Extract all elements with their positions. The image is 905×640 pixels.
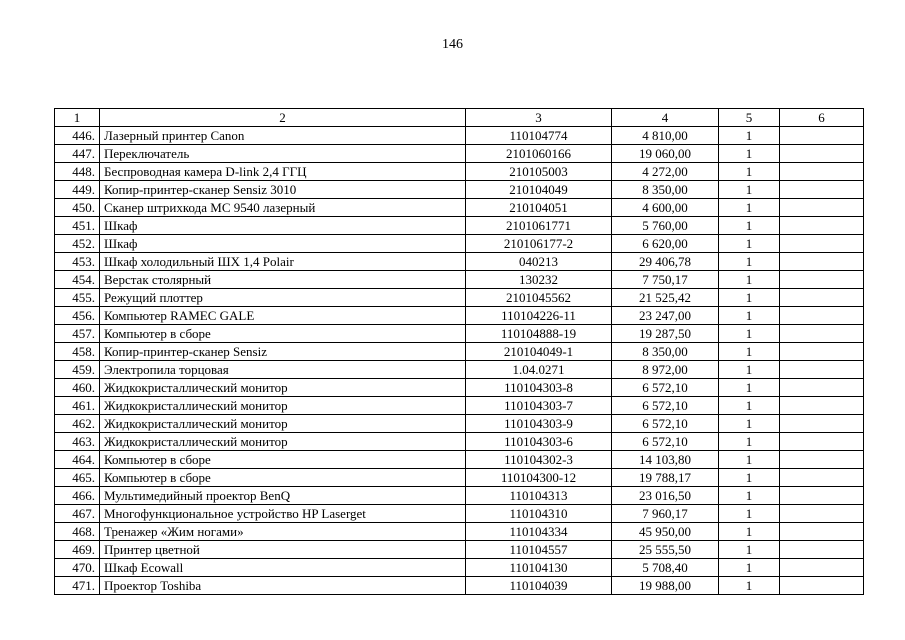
note-cell [780, 469, 864, 487]
inventory-code-cell: 210104049-1 [466, 343, 612, 361]
item-name-cell: Лазерный принтер Canon [100, 127, 466, 145]
row-number-cell: 468. [55, 523, 100, 541]
table-row [55, 559, 864, 577]
price-cell: 6 572,10 [612, 397, 719, 415]
note-cell [780, 415, 864, 433]
item-name-cell: Компьютер в сборе [100, 451, 466, 469]
table-row [55, 577, 864, 595]
column-header: 4 [612, 109, 719, 127]
item-name-cell: Верстак столярный [100, 271, 466, 289]
price-cell: 8 350,00 [612, 343, 719, 361]
table-row [55, 415, 864, 433]
row-number-cell: 469. [55, 541, 100, 559]
quantity-cell: 1 [719, 469, 780, 487]
note-cell [780, 397, 864, 415]
note-cell [780, 127, 864, 145]
quantity-cell: 1 [719, 487, 780, 505]
price-cell: 6 620,00 [612, 235, 719, 253]
quantity-cell: 1 [719, 559, 780, 577]
row-number-cell: 450. [55, 199, 100, 217]
price-cell: 4 600,00 [612, 199, 719, 217]
row-number-cell: 451. [55, 217, 100, 235]
item-name-cell: Беспроводная камера D-link 2,4 ГГЦ [100, 163, 466, 181]
row-number-cell: 465. [55, 469, 100, 487]
price-cell: 5 708,40 [612, 559, 719, 577]
quantity-cell: 1 [719, 235, 780, 253]
table-row [55, 343, 864, 361]
quantity-cell: 1 [719, 199, 780, 217]
row-number-cell: 471. [55, 577, 100, 595]
quantity-cell: 1 [719, 433, 780, 451]
item-name-cell: Тренажер «Жим ногами» [100, 523, 466, 541]
note-cell [780, 199, 864, 217]
row-number-cell: 456. [55, 307, 100, 325]
row-number-cell: 452. [55, 235, 100, 253]
inventory-code-cell: 110104130 [466, 559, 612, 577]
inventory-code-cell: 2101060166 [466, 145, 612, 163]
quantity-cell: 1 [719, 361, 780, 379]
note-cell [780, 163, 864, 181]
item-name-cell: Жидкокристаллический монитор [100, 379, 466, 397]
row-number-cell: 470. [55, 559, 100, 577]
price-cell: 19 788,17 [612, 469, 719, 487]
inventory-table [54, 108, 864, 595]
quantity-cell: 1 [719, 145, 780, 163]
quantity-cell: 1 [719, 523, 780, 541]
row-number-cell: 447. [55, 145, 100, 163]
quantity-cell: 1 [719, 577, 780, 595]
table-row [55, 163, 864, 181]
quantity-cell: 1 [719, 217, 780, 235]
note-cell [780, 289, 864, 307]
inventory-code-cell: 110104303-8 [466, 379, 612, 397]
note-cell [780, 505, 864, 523]
table-row [55, 487, 864, 505]
inventory-code-cell: 110104303-6 [466, 433, 612, 451]
note-cell [780, 271, 864, 289]
note-cell [780, 217, 864, 235]
table-body [55, 109, 864, 595]
item-name-cell: Шкаф холодильный ШХ 1,4 Polair [100, 253, 466, 271]
price-cell: 23 016,50 [612, 487, 719, 505]
table-row [55, 325, 864, 343]
row-number-cell: 455. [55, 289, 100, 307]
row-number-cell: 460. [55, 379, 100, 397]
note-cell [780, 145, 864, 163]
column-header: 6 [780, 109, 864, 127]
note-cell [780, 307, 864, 325]
table-row [55, 541, 864, 559]
table-row [55, 217, 864, 235]
item-name-cell: Шкаф Ecowall [100, 559, 466, 577]
quantity-cell: 1 [719, 253, 780, 271]
item-name-cell: Жидкокристаллический монитор [100, 397, 466, 415]
table-row [55, 271, 864, 289]
table-row [55, 289, 864, 307]
price-cell: 23 247,00 [612, 307, 719, 325]
table-row [55, 397, 864, 415]
row-number-cell: 466. [55, 487, 100, 505]
row-number-cell: 458. [55, 343, 100, 361]
quantity-cell: 1 [719, 163, 780, 181]
inventory-code-cell: 210106177-2 [466, 235, 612, 253]
quantity-cell: 1 [719, 541, 780, 559]
price-cell: 5 760,00 [612, 217, 719, 235]
inventory-code-cell: 110104334 [466, 523, 612, 541]
price-cell: 25 555,50 [612, 541, 719, 559]
inventory-code-cell: 110104300-12 [466, 469, 612, 487]
note-cell [780, 541, 864, 559]
item-name-cell: Копир-принтер-сканер Sensiz 3010 [100, 181, 466, 199]
inventory-code-cell: 110104313 [466, 487, 612, 505]
inventory-code-cell: 040213 [466, 253, 612, 271]
item-name-cell: Компьютер в сборе [100, 469, 466, 487]
item-name-cell: Режущий плоттер [100, 289, 466, 307]
quantity-cell: 1 [719, 415, 780, 433]
quantity-cell: 1 [719, 379, 780, 397]
table-row [55, 505, 864, 523]
row-number-cell: 454. [55, 271, 100, 289]
row-number-cell: 446. [55, 127, 100, 145]
table-row [55, 523, 864, 541]
inventory-code-cell: 210104049 [466, 181, 612, 199]
inventory-code-cell: 130232 [466, 271, 612, 289]
note-cell [780, 361, 864, 379]
quantity-cell: 1 [719, 271, 780, 289]
note-cell [780, 379, 864, 397]
inventory-code-cell: 110104888-19 [466, 325, 612, 343]
inventory-code-cell: 110104557 [466, 541, 612, 559]
quantity-cell: 1 [719, 307, 780, 325]
table-row [55, 433, 864, 451]
item-name-cell: Проектор Toshiba [100, 577, 466, 595]
price-cell: 19 287,50 [612, 325, 719, 343]
price-cell: 19 060,00 [612, 145, 719, 163]
price-cell: 7 750,17 [612, 271, 719, 289]
quantity-cell: 1 [719, 127, 780, 145]
price-cell: 6 572,10 [612, 433, 719, 451]
item-name-cell: Жидкокристаллический монитор [100, 433, 466, 451]
price-cell: 7 960,17 [612, 505, 719, 523]
quantity-cell: 1 [719, 451, 780, 469]
quantity-cell: 1 [719, 343, 780, 361]
item-name-cell: Шкаф [100, 235, 466, 253]
row-number-cell: 459. [55, 361, 100, 379]
item-name-cell: Копир-принтер-сканер Sensiz [100, 343, 466, 361]
row-number-cell: 457. [55, 325, 100, 343]
item-name-cell: Мультимедийный проектор BenQ [100, 487, 466, 505]
table-row [55, 469, 864, 487]
item-name-cell: Компьютер в сборе [100, 325, 466, 343]
note-cell [780, 325, 864, 343]
row-number-cell: 449. [55, 181, 100, 199]
inventory-code-cell: 110104226-11 [466, 307, 612, 325]
item-name-cell: Жидкокристаллический монитор [100, 415, 466, 433]
inventory-code-cell: 110104310 [466, 505, 612, 523]
table-row [55, 361, 864, 379]
quantity-cell: 1 [719, 289, 780, 307]
table-row [55, 145, 864, 163]
price-cell: 8 350,00 [612, 181, 719, 199]
row-number-cell: 462. [55, 415, 100, 433]
item-name-cell: Сканер штрихкода МС 9540 лазерный [100, 199, 466, 217]
inventory-code-cell: 1.04.0271 [466, 361, 612, 379]
table-row [55, 451, 864, 469]
inventory-code-cell: 110104303-7 [466, 397, 612, 415]
note-cell [780, 253, 864, 271]
note-cell [780, 487, 864, 505]
note-cell [780, 343, 864, 361]
row-number-cell: 463. [55, 433, 100, 451]
item-name-cell: Компьютер RAMEC GALE [100, 307, 466, 325]
table-row [55, 199, 864, 217]
quantity-cell: 1 [719, 325, 780, 343]
row-number-cell: 453. [55, 253, 100, 271]
table-row [55, 127, 864, 145]
price-cell: 14 103,80 [612, 451, 719, 469]
item-name-cell: Шкаф [100, 217, 466, 235]
row-number-cell: 461. [55, 397, 100, 415]
note-cell [780, 523, 864, 541]
note-cell [780, 577, 864, 595]
price-cell: 6 572,10 [612, 379, 719, 397]
inventory-code-cell: 110104302-3 [466, 451, 612, 469]
note-cell [780, 181, 864, 199]
quantity-cell: 1 [719, 505, 780, 523]
table-row [55, 181, 864, 199]
note-cell [780, 451, 864, 469]
note-cell [780, 559, 864, 577]
item-name-cell: Электропила торцовая [100, 361, 466, 379]
item-name-cell: Переключатель [100, 145, 466, 163]
row-number-cell: 448. [55, 163, 100, 181]
table-row [55, 307, 864, 325]
table-row [55, 379, 864, 397]
row-number-cell: 464. [55, 451, 100, 469]
quantity-cell: 1 [719, 397, 780, 415]
price-cell: 4 272,00 [612, 163, 719, 181]
note-cell [780, 433, 864, 451]
table-row [55, 253, 864, 271]
quantity-cell: 1 [719, 181, 780, 199]
price-cell: 4 810,00 [612, 127, 719, 145]
price-cell: 19 988,00 [612, 577, 719, 595]
inventory-code-cell: 210104051 [466, 199, 612, 217]
table-header-row [55, 109, 864, 127]
price-cell: 6 572,10 [612, 415, 719, 433]
row-number-cell: 467. [55, 505, 100, 523]
inventory-code-cell: 110104303-9 [466, 415, 612, 433]
column-header: 1 [55, 109, 100, 127]
inventory-code-cell: 110104039 [466, 577, 612, 595]
column-header: 3 [466, 109, 612, 127]
price-cell: 21 525,42 [612, 289, 719, 307]
inventory-code-cell: 2101045562 [466, 289, 612, 307]
note-cell [780, 235, 864, 253]
inventory-code-cell: 2101061771 [466, 217, 612, 235]
column-header: 2 [100, 109, 466, 127]
price-cell: 29 406,78 [612, 253, 719, 271]
table-row [55, 235, 864, 253]
item-name-cell: Многофункциональное устройство HP Laserget [100, 505, 466, 523]
page-number: 146 [442, 37, 463, 52]
inventory-code-cell: 110104774 [466, 127, 612, 145]
item-name-cell: Принтер цветной [100, 541, 466, 559]
price-cell: 45 950,00 [612, 523, 719, 541]
inventory-code-cell: 210105003 [466, 163, 612, 181]
price-cell: 8 972,00 [612, 361, 719, 379]
column-header: 5 [719, 109, 780, 127]
